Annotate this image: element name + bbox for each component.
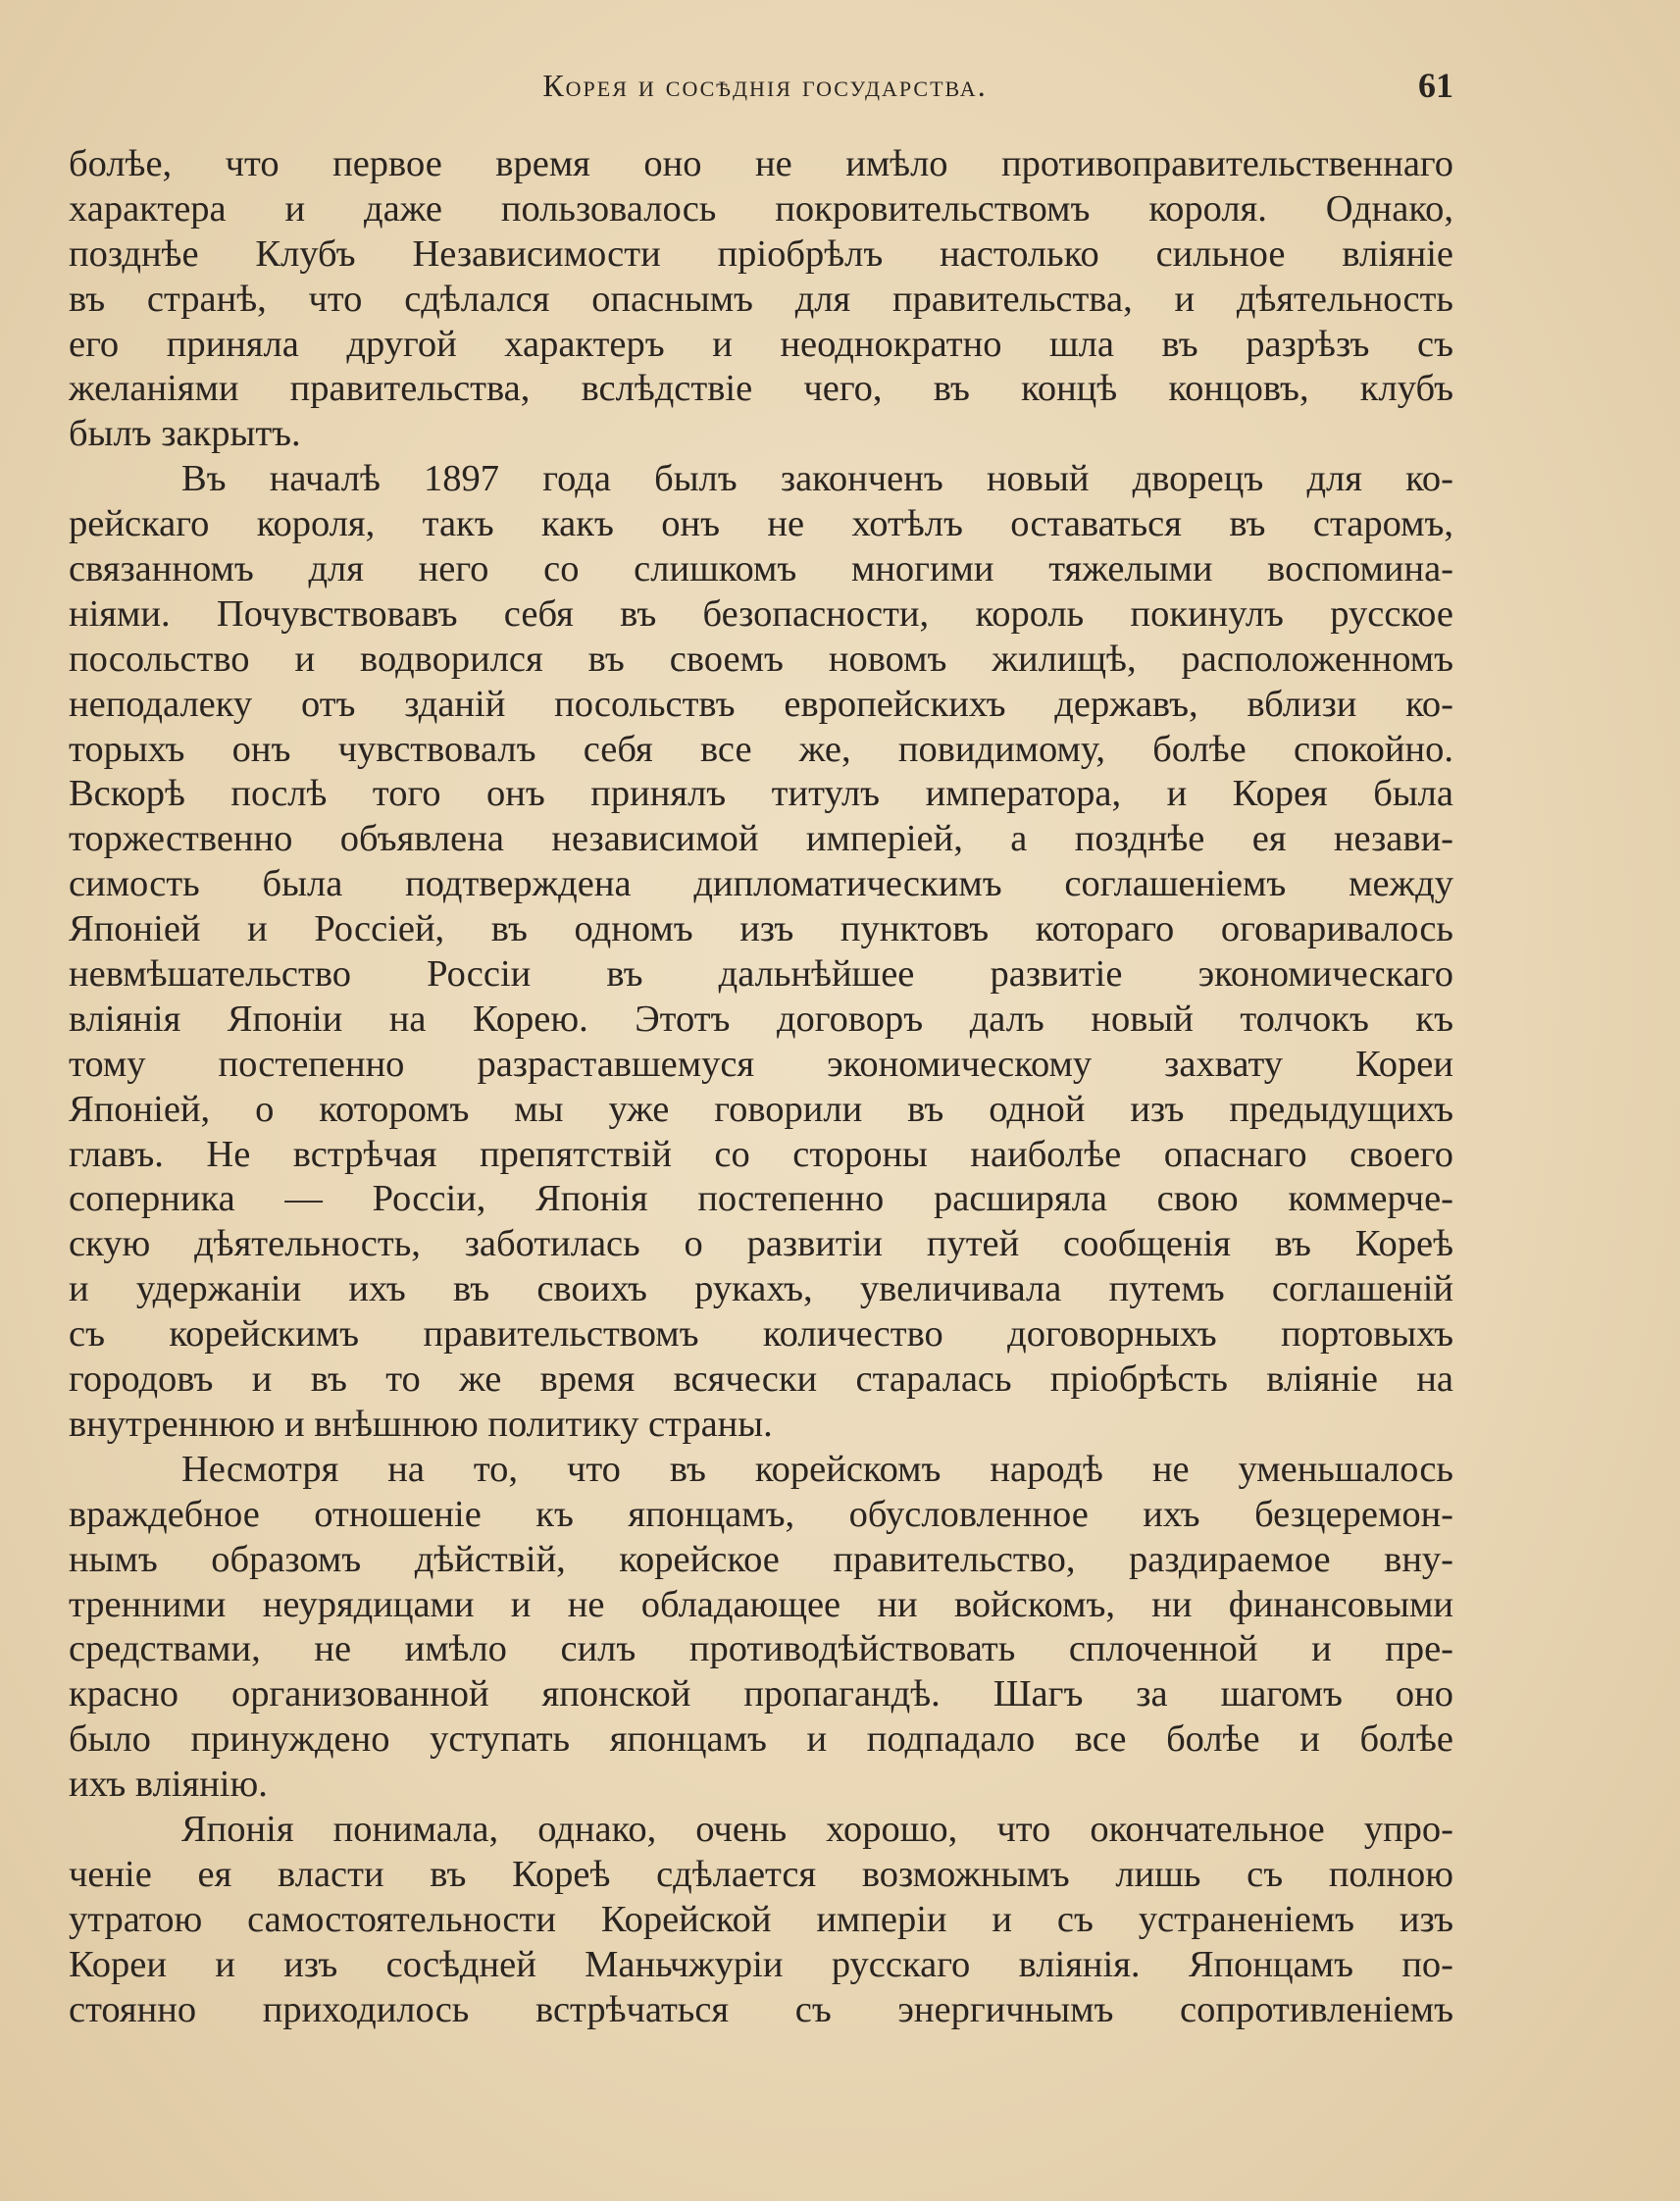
text-line: ихъ вліянію. bbox=[69, 1764, 268, 1806]
body-text bbox=[69, 142, 1453, 2032]
running-title: Корея и сосѣднія государства. bbox=[542, 68, 988, 103]
text-line: нымъ образомъ дѣйствій, корейское правительство, раздираемое вну- bbox=[69, 1538, 1453, 1580]
text-line: позднѣе Клубъ Независимости пріобрѣлъ настолько сильное вліяніе bbox=[69, 232, 1453, 275]
text-line: связанномъ для него со слишкомъ многими тяжелыми воспомина- bbox=[69, 548, 1453, 590]
text-line: торжественно объявлена независимой имперіей, а позднѣе ея незави- bbox=[69, 818, 1453, 860]
text-line: былъ закрытъ. bbox=[69, 413, 301, 455]
text-line: внутреннюю и внѣшнюю политику страны. bbox=[69, 1403, 773, 1445]
page-header bbox=[69, 61, 1453, 110]
text-line: съ корейскимъ правительствомъ количество договорныхъ портовыхъ bbox=[69, 1313, 1453, 1356]
text-line: симость была подтверждена дипломатическимъ соглашеніемъ между bbox=[69, 863, 1453, 905]
text-line: главъ. Не встрѣчая препятствій со стороны наиболѣе опаснаго своего bbox=[69, 1133, 1453, 1175]
text-line: враждебное отношеніе къ японцамъ, обусловленное ихъ безцеремон- bbox=[69, 1493, 1453, 1535]
text-line: его приняла другой характеръ и неоднократно шла въ разрѣзъ съ bbox=[69, 323, 1453, 365]
text-line: болѣе, что первое время оно не имѣло противоправительственнаго bbox=[69, 143, 1453, 184]
text-line: тому постепенно разраставшемуся экономическому захвату Кореи bbox=[69, 1043, 1453, 1085]
text-line: характера и даже пользовалось покровительствомъ короля. Однако, bbox=[69, 187, 1453, 230]
text-line: стоянно приходилось встрѣчаться съ энергичнымъ сопротивленіемъ bbox=[69, 1988, 1453, 2030]
text-line: неподалеку отъ зданій посольствъ европейскихъ державъ, вблизи ко- bbox=[69, 683, 1453, 725]
text-line: средствами, не имѣло силъ противодѣйствовать сплоченной и пре- bbox=[69, 1628, 1453, 1670]
text-line: ніями. Почувствовавъ себя въ безопасности, король покинулъ русское bbox=[69, 592, 1453, 635]
page-number: 61 bbox=[1418, 66, 1453, 105]
text-line: желаніями правительства, вслѣдствіе чего, въ концѣ концовъ, клубъ bbox=[69, 368, 1453, 410]
text-line: было принуждено уступать японцамъ и подпадало все болѣе и болѣе bbox=[69, 1718, 1453, 1761]
text-line: въ странѣ, что сдѣлался опаснымъ для правительства, и дѣятельность bbox=[69, 278, 1453, 320]
text-line: Японія понимала, однако, очень хорошо, что окончательное упро- bbox=[181, 1808, 1453, 1850]
text-line: утратою самостоятельности Корейской имперіи и съ устраненіемъ изъ bbox=[69, 1898, 1453, 1940]
text-line: городовъ и въ то же время всячески старалась пріобрѣсть вліяніе на bbox=[69, 1358, 1453, 1401]
text-line: невмѣшательство Россіи въ дальнѣйшее развитіе экономическаго bbox=[69, 953, 1453, 996]
text-line: вліянія Японіи на Корею. Этотъ договоръ далъ новый толчокъ къ bbox=[69, 998, 1453, 1040]
text-line: тренними неурядицами и не обладающее ни войскомъ, ни финансовыми bbox=[69, 1583, 1453, 1625]
text-line: Японіей, о которомъ мы уже говорили въ одной изъ предыдущихъ bbox=[69, 1088, 1453, 1130]
text-line: Кореи и изъ сосѣдней Маньчжуріи русскаго вліянія. Японцамъ по- bbox=[69, 1943, 1453, 1985]
text-line: Въ началѣ 1897 года былъ законченъ новый дворецъ для ко- bbox=[181, 458, 1453, 500]
text-line: Вскорѣ послѣ того онъ принялъ титулъ императора, и Корея была bbox=[69, 773, 1453, 815]
text-line: рейскаго короля, такъ какъ онъ не хотѣлъ оставаться въ старомъ, bbox=[69, 503, 1453, 545]
text-line: соперника — Россіи, Японія постепенно расширяла свою коммерче- bbox=[69, 1178, 1453, 1220]
text-line: красно организованной японской пропагандѣ. Шагъ за шагомъ оно bbox=[69, 1673, 1453, 1715]
text-line: Несмотря на то, что въ корейскомъ народѣ не уменьшалось bbox=[181, 1448, 1453, 1490]
text-line: посольство и водворился въ своемъ новомъ жилищѣ, расположенномъ bbox=[69, 638, 1453, 680]
text-line: ченіе ея власти въ Кореѣ сдѣлается возможнымъ лишь съ полною bbox=[69, 1853, 1453, 1895]
text-line: торыхъ онъ чувствовалъ себя все же, повидимому, болѣе спокойно. bbox=[69, 728, 1453, 770]
text-line: скую дѣятельность, заботилась о развитіи путей сообщенія въ Кореѣ bbox=[69, 1223, 1453, 1265]
text-line: Японіей и Россіей, въ одномъ изъ пунктовъ котораго оговаривалось bbox=[69, 908, 1453, 950]
text-line: и удержаніи ихъ въ своихъ рукахъ, увеличивала путемъ соглашеній bbox=[69, 1268, 1453, 1310]
